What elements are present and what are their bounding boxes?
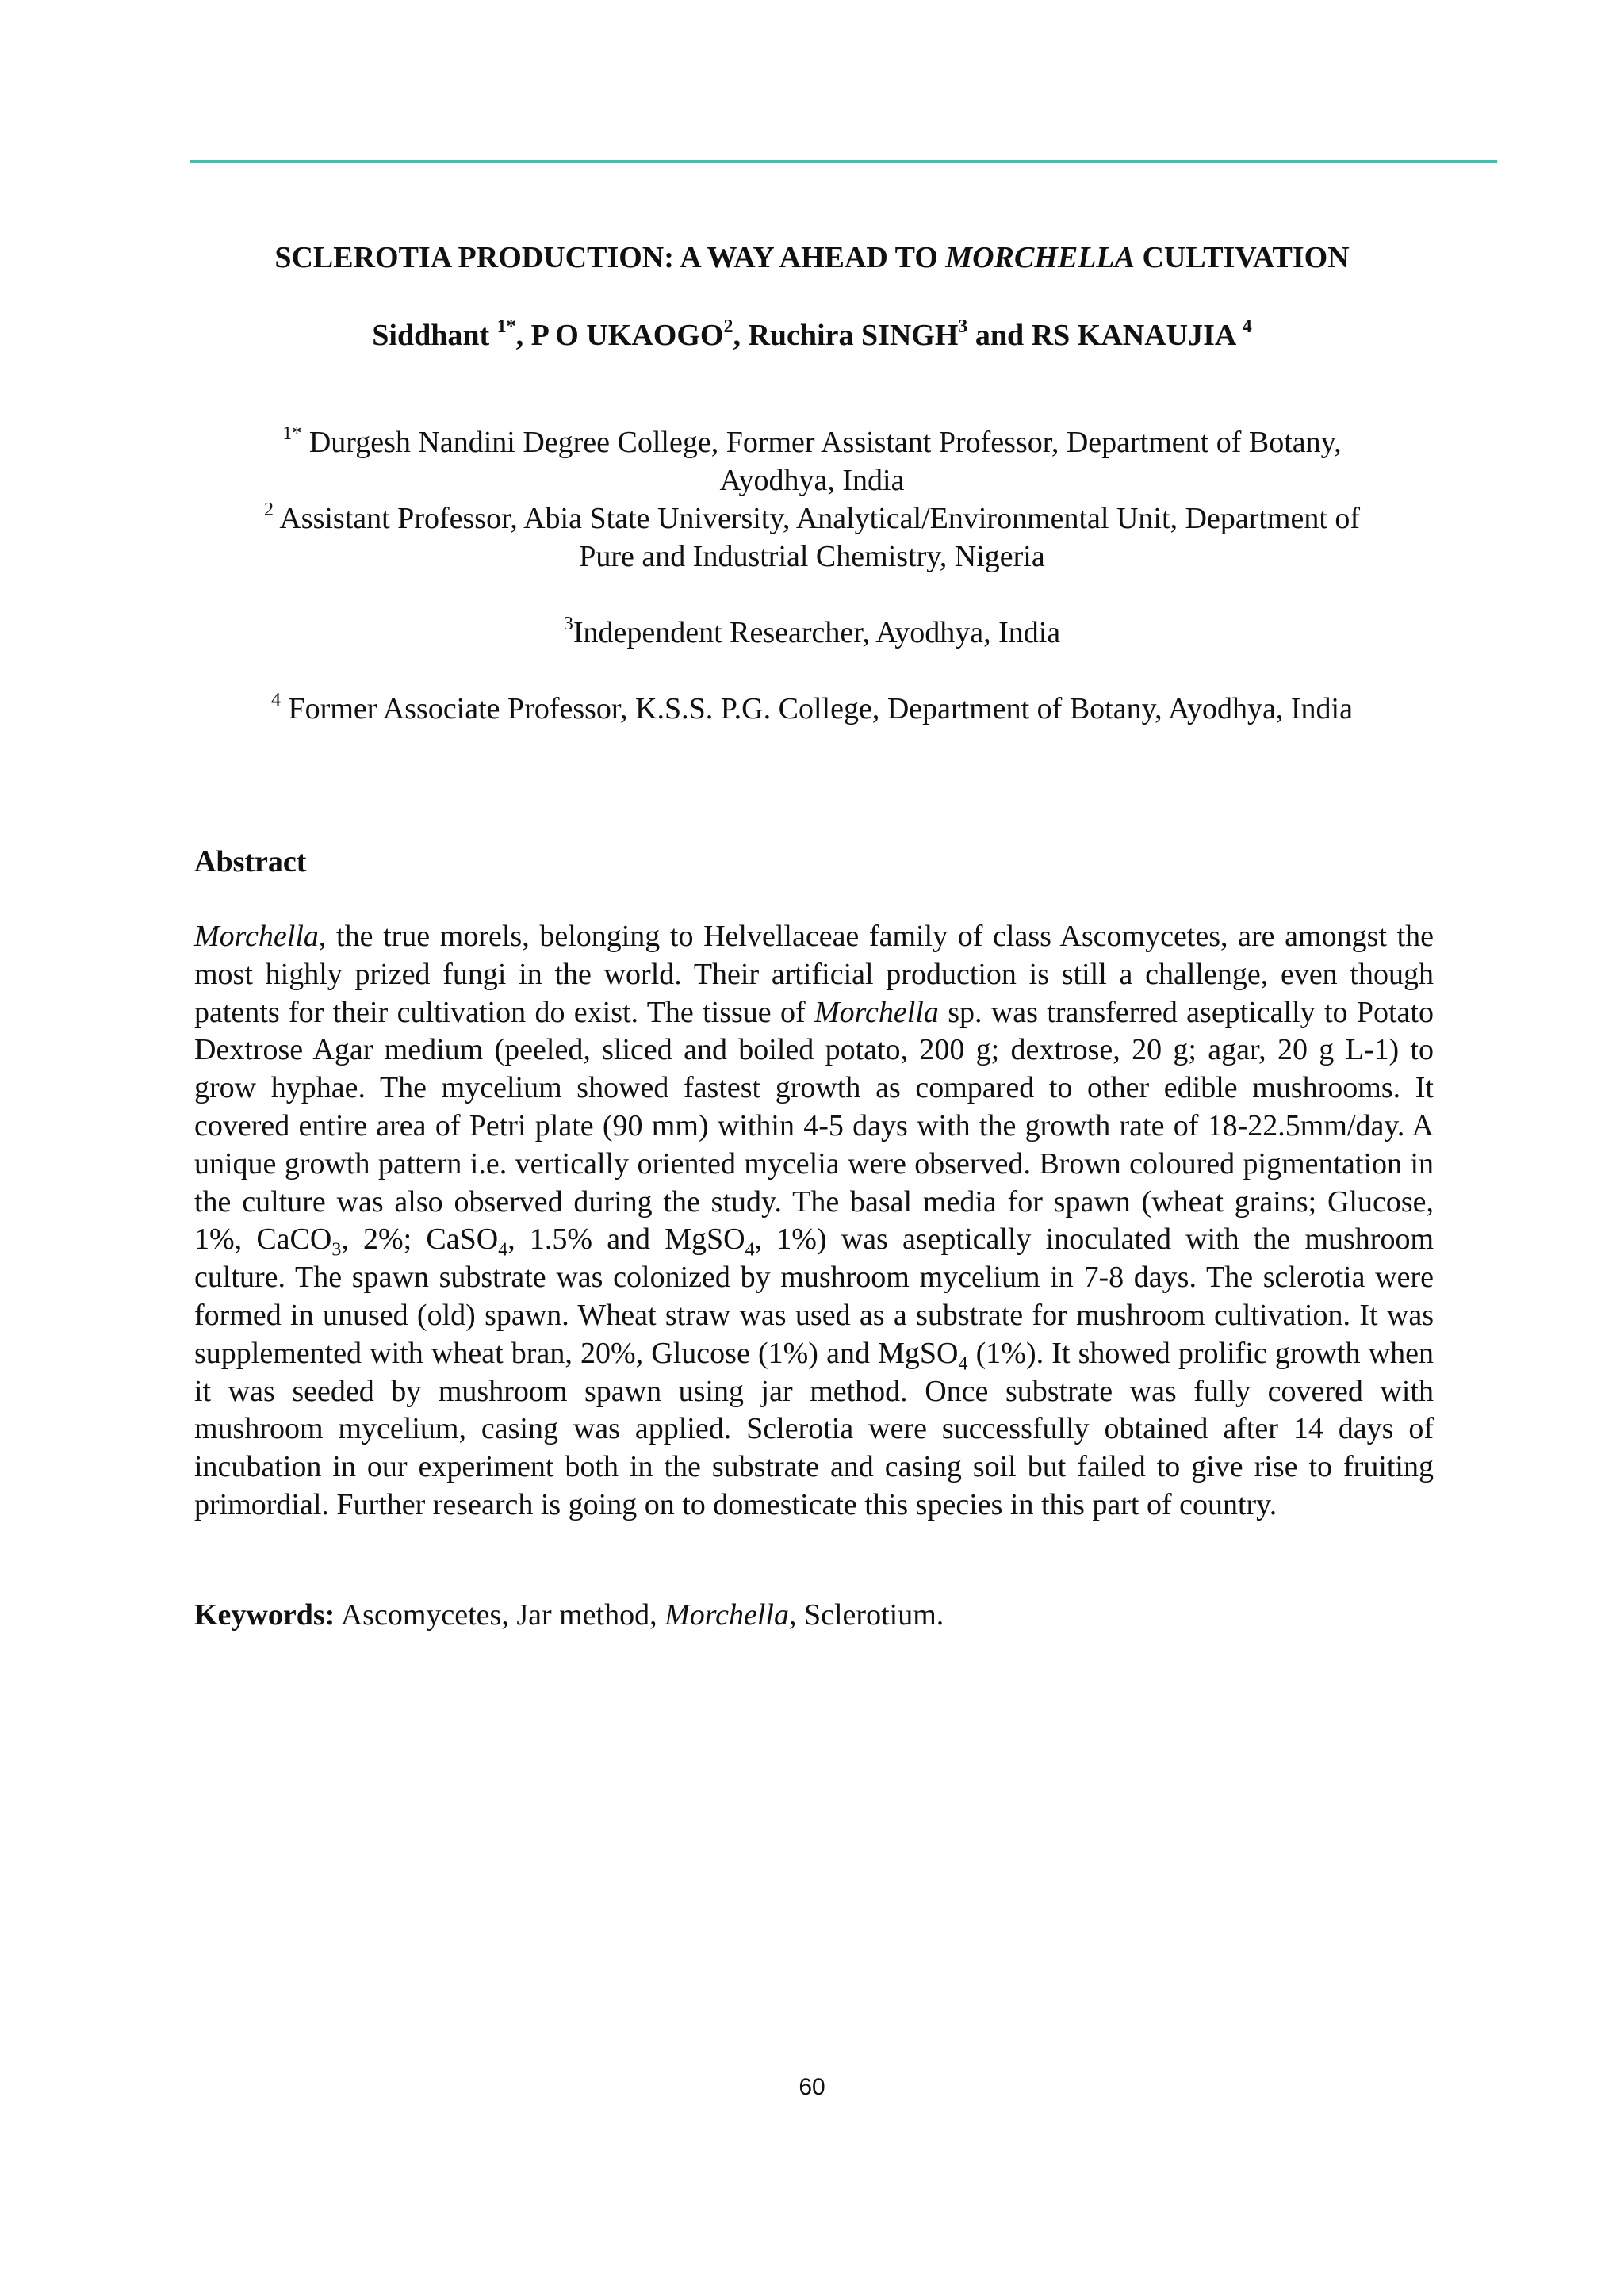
- keywords-italic: Morchella: [665, 1598, 789, 1632]
- affiliation-text: Pure and Industrial Chemistry, Nigeria: [579, 540, 1045, 573]
- affiliation-text: Independent Researcher, Ayodhya, India: [573, 616, 1061, 649]
- subscript: 4: [745, 1239, 755, 1261]
- affiliation-text: Ayodhya, India: [719, 464, 905, 497]
- keywords-label: Keywords:: [194, 1598, 335, 1632]
- keywords-text: Ascomycetes, Jar method,: [335, 1598, 665, 1632]
- author-separator: and: [967, 319, 1032, 352]
- author-affil-mark: 1*: [496, 316, 516, 338]
- affiliation-1: [190, 423, 1434, 499]
- author-list: [190, 316, 1434, 355]
- affiliation-mark: 3: [563, 614, 573, 635]
- abstract-text: sp. was transferred aseptically to Potato Dextrose Agar medium (peeled, sliced and boiled potato, 200 g; dextrose, 20 g; agar, 20 g L-1) to grow hyphae. The mycelium showed fastest growth as compared to other edible mushrooms. It covered entire area of Petri plate (90 mm) within 4-5 days with the growth rate of 18-22.5mm/day. A unique growth pattern i.e. vertically oriented mycelia were observed. Brown coloured pigmentation in the culture was also observed during the study. The basal media for spawn (wheat grains; Glucose, 1%, CaCO: [194, 995, 1434, 1257]
- genus-italic: Morchella: [194, 920, 319, 953]
- affiliation-4: [190, 690, 1434, 728]
- subscript: 4: [498, 1239, 508, 1261]
- affiliation-text: Former Associate Professor, K.S.S. P.G. College, Department of Botany, Ayodhya, India: [281, 692, 1353, 725]
- title-text: SCLEROTIA PRODUCTION: A WAY AHEAD TO: [274, 241, 946, 274]
- abstract-text: , the true morels, belonging to Helvellaceae family of class Ascomycetes, are amongst the most highly prized fungi in the world. Their artificial production is still a challenge, even though patents for their cultivation do exist. The tissue of: [194, 920, 1434, 1029]
- subscript: 3: [331, 1239, 342, 1261]
- author-separator: ,: [515, 319, 531, 352]
- author-affil-mark: 2: [723, 316, 733, 338]
- subscript: 4: [958, 1353, 968, 1375]
- abstract-text: (1%). It showed prolific growth when it was seeded by mushroom spawn using jar method. Once substrate was fully covered with mushroom mycelium, casing was applied. Sclerotia were successfully obtained after 14 days of incubation in our experiment both in the substrate and casing soil but failed to give rise to fruiting primordial. Further research is going on to domesticate this species in this part of country.: [194, 1336, 1434, 1521]
- genus-italic: Morchella: [814, 995, 939, 1029]
- abstract-text: , 2%; CaSO: [341, 1223, 499, 1257]
- author-name: Siddhant: [372, 319, 497, 352]
- keywords-text: , Sclerotium.: [789, 1598, 944, 1632]
- author-name: RS KANAUJIA: [1031, 319, 1243, 352]
- affiliation-mark: 2: [263, 499, 274, 521]
- paper-title: [190, 238, 1434, 277]
- keywords: [194, 1595, 1434, 1635]
- abstract-heading: Abstract: [194, 845, 307, 878]
- author-separator: ,: [733, 319, 749, 352]
- author-affil-mark: 3: [958, 316, 968, 338]
- title-text-end: CULTIVATION: [1135, 241, 1350, 274]
- affiliation-text: Assistant Professor, Abia State University, Analytical/Environmental Unit, Department of: [273, 502, 1361, 535]
- author-name: Ruchira SINGH: [748, 319, 959, 352]
- affiliation-3: [190, 614, 1434, 652]
- author-name: P O UKAOGO: [530, 319, 724, 352]
- affiliation-text: Durgesh Nandini Degree College, Former Assistant Professor, Department of Botany,: [301, 426, 1342, 459]
- abstract-text: , 1%) was aseptically inoculated with the mushroom culture. The spawn substrate was colonized by mushroom mycelium in 7-8 days. The sclerotia were formed in unused (old) spawn. Wheat straw was used as a substrate for mushroom cultivation. It was supplemented with wheat bran, 20%, Glucose (1%) and MgSO: [194, 1223, 1434, 1370]
- title-italic-genus: MORCHELLA: [945, 241, 1135, 274]
- affiliation-mark: 1*: [282, 423, 302, 445]
- page-number: 60: [799, 2074, 825, 2100]
- header-rule: [190, 160, 1497, 163]
- author-affil-mark: 4: [1242, 316, 1252, 338]
- affiliation-mark: 4: [271, 690, 282, 711]
- abstract-text: , 1.5% and MgSO: [508, 1223, 745, 1257]
- abstract-body: [194, 918, 1434, 1525]
- affiliation-2: [190, 499, 1434, 576]
